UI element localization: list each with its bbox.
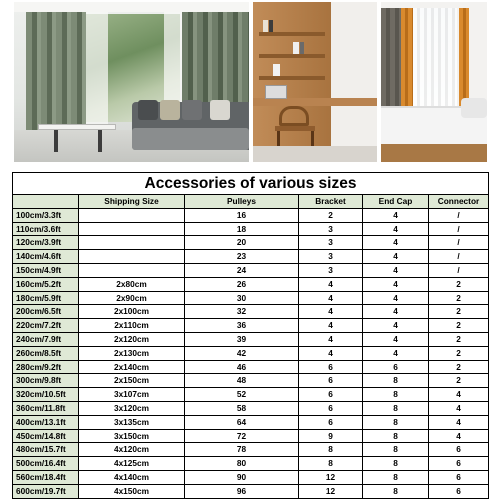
pulleys-cell: 16 bbox=[185, 208, 299, 222]
size-cell: 110cm/3.6ft bbox=[13, 222, 79, 236]
size-cell: 400cm/13.1ft bbox=[13, 415, 79, 429]
size-cell: 120cm/3.9ft bbox=[13, 236, 79, 250]
end-cap-cell: 8 bbox=[363, 443, 429, 457]
table-row bbox=[13, 305, 489, 319]
end-cap-cell: 8 bbox=[363, 401, 429, 415]
table-row bbox=[13, 346, 489, 360]
connector-cell: 2 bbox=[429, 332, 489, 346]
pulleys-cell: 30 bbox=[185, 291, 299, 305]
bracket-cell: 3 bbox=[299, 222, 363, 236]
size-cell: 600cm/19.7ft bbox=[13, 484, 79, 498]
connector-cell: 4 bbox=[429, 388, 489, 402]
shipping-size-cell: 3x120cm bbox=[79, 401, 185, 415]
table-row bbox=[13, 277, 489, 291]
size-cell: 140cm/4.6ft bbox=[13, 250, 79, 264]
end-cap-cell: 6 bbox=[363, 360, 429, 374]
pulleys-cell: 80 bbox=[185, 457, 299, 471]
table-row bbox=[13, 484, 489, 498]
shipping-size-cell bbox=[79, 263, 185, 277]
bracket-cell: 2 bbox=[299, 208, 363, 222]
header-size bbox=[13, 195, 79, 209]
pulleys-cell: 20 bbox=[185, 236, 299, 250]
pulleys-cell: 18 bbox=[185, 222, 299, 236]
shipping-size-cell bbox=[79, 250, 185, 264]
size-cell: 560cm/18.4ft bbox=[13, 470, 79, 484]
bracket-cell: 3 bbox=[299, 263, 363, 277]
size-cell: 280cm/9.2ft bbox=[13, 360, 79, 374]
shipping-size-cell bbox=[79, 208, 185, 222]
shipping-size-cell: 2x120cm bbox=[79, 332, 185, 346]
shipping-size-cell: 2x100cm bbox=[79, 305, 185, 319]
bracket-cell: 12 bbox=[299, 484, 363, 498]
header-shipping-size: Shipping Size bbox=[79, 195, 185, 209]
pulleys-cell: 48 bbox=[185, 374, 299, 388]
end-cap-cell: 8 bbox=[363, 484, 429, 498]
size-cell: 150cm/4.9ft bbox=[13, 263, 79, 277]
bracket-cell: 4 bbox=[299, 319, 363, 333]
table-row bbox=[13, 319, 489, 333]
connector-cell: 2 bbox=[429, 305, 489, 319]
pulleys-cell: 90 bbox=[185, 470, 299, 484]
shipping-size-cell bbox=[79, 236, 185, 250]
size-cell: 160cm/5.2ft bbox=[13, 277, 79, 291]
header-bracket: Bracket bbox=[299, 195, 363, 209]
pulleys-cell: 42 bbox=[185, 346, 299, 360]
connector-cell: 6 bbox=[429, 484, 489, 498]
table-row bbox=[13, 470, 489, 484]
pulleys-cell: 26 bbox=[185, 277, 299, 291]
end-cap-cell: 4 bbox=[363, 208, 429, 222]
shipping-size-cell: 2x110cm bbox=[79, 319, 185, 333]
study-photo bbox=[253, 2, 377, 162]
bracket-cell: 8 bbox=[299, 457, 363, 471]
header-end-cap: End Cap bbox=[363, 195, 429, 209]
pulleys-cell: 36 bbox=[185, 319, 299, 333]
end-cap-cell: 4 bbox=[363, 346, 429, 360]
pulleys-cell: 23 bbox=[185, 250, 299, 264]
size-cell: 180cm/5.9ft bbox=[13, 291, 79, 305]
end-cap-cell: 4 bbox=[363, 222, 429, 236]
end-cap-cell: 4 bbox=[363, 305, 429, 319]
table-row bbox=[13, 457, 489, 471]
size-cell: 480cm/15.7ft bbox=[13, 443, 79, 457]
pulleys-cell: 24 bbox=[185, 263, 299, 277]
connector-cell: 2 bbox=[429, 360, 489, 374]
connector-cell: 2 bbox=[429, 319, 489, 333]
end-cap-cell: 8 bbox=[363, 374, 429, 388]
connector-cell: / bbox=[429, 250, 489, 264]
table-row bbox=[13, 332, 489, 346]
shipping-size-cell: 2x90cm bbox=[79, 291, 185, 305]
connector-cell: 2 bbox=[429, 277, 489, 291]
header-connector: Connector bbox=[429, 195, 489, 209]
end-cap-cell: 4 bbox=[363, 263, 429, 277]
bracket-cell: 6 bbox=[299, 360, 363, 374]
shipping-size-cell: 3x150cm bbox=[79, 429, 185, 443]
accessories-table bbox=[12, 172, 489, 499]
bracket-cell: 6 bbox=[299, 401, 363, 415]
shipping-size-cell: 3x135cm bbox=[79, 415, 185, 429]
connector-cell: 6 bbox=[429, 457, 489, 471]
pulleys-cell: 96 bbox=[185, 484, 299, 498]
table-row bbox=[13, 236, 489, 250]
shipping-size-cell: 2x150cm bbox=[79, 374, 185, 388]
size-cell: 300cm/9.8ft bbox=[13, 374, 79, 388]
shipping-size-cell: 4x140cm bbox=[79, 470, 185, 484]
table-row bbox=[13, 222, 489, 236]
size-cell: 500cm/16.4ft bbox=[13, 457, 79, 471]
table-row bbox=[13, 443, 489, 457]
table-row bbox=[13, 208, 489, 222]
bracket-cell: 4 bbox=[299, 291, 363, 305]
bracket-cell: 6 bbox=[299, 388, 363, 402]
connector-cell: / bbox=[429, 263, 489, 277]
shipping-size-cell: 4x120cm bbox=[79, 443, 185, 457]
pulleys-cell: 32 bbox=[185, 305, 299, 319]
connector-cell: 4 bbox=[429, 429, 489, 443]
table-header-row bbox=[13, 195, 489, 209]
shipping-size-cell: 4x125cm bbox=[79, 457, 185, 471]
pulleys-cell: 52 bbox=[185, 388, 299, 402]
end-cap-cell: 4 bbox=[363, 250, 429, 264]
size-cell: 320cm/10.5ft bbox=[13, 388, 79, 402]
end-cap-cell: 4 bbox=[363, 291, 429, 305]
shipping-size-cell: 3x107cm bbox=[79, 388, 185, 402]
shipping-size-cell: 2x130cm bbox=[79, 346, 185, 360]
shipping-size-cell: 2x140cm bbox=[79, 360, 185, 374]
pulleys-cell: 72 bbox=[185, 429, 299, 443]
bracket-cell: 12 bbox=[299, 470, 363, 484]
bracket-cell: 3 bbox=[299, 250, 363, 264]
pulleys-cell: 64 bbox=[185, 415, 299, 429]
end-cap-cell: 4 bbox=[363, 319, 429, 333]
bracket-cell: 8 bbox=[299, 443, 363, 457]
connector-cell: 6 bbox=[429, 443, 489, 457]
bracket-cell: 6 bbox=[299, 374, 363, 388]
end-cap-cell: 4 bbox=[363, 277, 429, 291]
connector-cell: / bbox=[429, 208, 489, 222]
size-cell: 450cm/14.8ft bbox=[13, 429, 79, 443]
connector-cell: 4 bbox=[429, 415, 489, 429]
end-cap-cell: 8 bbox=[363, 470, 429, 484]
table-row bbox=[13, 291, 489, 305]
end-cap-cell: 8 bbox=[363, 415, 429, 429]
bracket-cell: 4 bbox=[299, 305, 363, 319]
end-cap-cell: 4 bbox=[363, 236, 429, 250]
shipping-size-cell: 4x150cm bbox=[79, 484, 185, 498]
connector-cell: 4 bbox=[429, 401, 489, 415]
bedroom-photo bbox=[381, 2, 487, 162]
connector-cell: 2 bbox=[429, 374, 489, 388]
bracket-cell: 4 bbox=[299, 332, 363, 346]
table-title: Accessories of various sizes bbox=[13, 173, 489, 195]
connector-cell: 2 bbox=[429, 291, 489, 305]
table-row bbox=[13, 374, 489, 388]
shipping-size-cell bbox=[79, 222, 185, 236]
table-row bbox=[13, 360, 489, 374]
bracket-cell: 4 bbox=[299, 346, 363, 360]
end-cap-cell: 8 bbox=[363, 429, 429, 443]
header-pulleys: Pulleys bbox=[185, 195, 299, 209]
end-cap-cell: 4 bbox=[363, 332, 429, 346]
size-cell: 220cm/7.2ft bbox=[13, 319, 79, 333]
living-room-photo bbox=[14, 2, 249, 162]
size-cell: 360cm/11.8ft bbox=[13, 401, 79, 415]
size-cell: 200cm/6.5ft bbox=[13, 305, 79, 319]
table-row bbox=[13, 250, 489, 264]
photo-strip bbox=[14, 2, 487, 162]
connector-cell: 6 bbox=[429, 470, 489, 484]
bracket-cell: 6 bbox=[299, 415, 363, 429]
size-cell: 260cm/8.5ft bbox=[13, 346, 79, 360]
bracket-cell: 4 bbox=[299, 277, 363, 291]
connector-cell: 2 bbox=[429, 346, 489, 360]
connector-cell: / bbox=[429, 222, 489, 236]
bracket-cell: 9 bbox=[299, 429, 363, 443]
size-cell: 240cm/7.9ft bbox=[13, 332, 79, 346]
shipping-size-cell: 2x80cm bbox=[79, 277, 185, 291]
end-cap-cell: 8 bbox=[363, 388, 429, 402]
size-cell: 100cm/3.3ft bbox=[13, 208, 79, 222]
table-row bbox=[13, 401, 489, 415]
accessories-table-container bbox=[12, 172, 488, 500]
table-row bbox=[13, 388, 489, 402]
table-row bbox=[13, 429, 489, 443]
connector-cell: / bbox=[429, 236, 489, 250]
pulleys-cell: 46 bbox=[185, 360, 299, 374]
end-cap-cell: 8 bbox=[363, 457, 429, 471]
pulleys-cell: 39 bbox=[185, 332, 299, 346]
table-row bbox=[13, 263, 489, 277]
table-row bbox=[13, 415, 489, 429]
pulleys-cell: 78 bbox=[185, 443, 299, 457]
bracket-cell: 3 bbox=[299, 236, 363, 250]
pulleys-cell: 58 bbox=[185, 401, 299, 415]
